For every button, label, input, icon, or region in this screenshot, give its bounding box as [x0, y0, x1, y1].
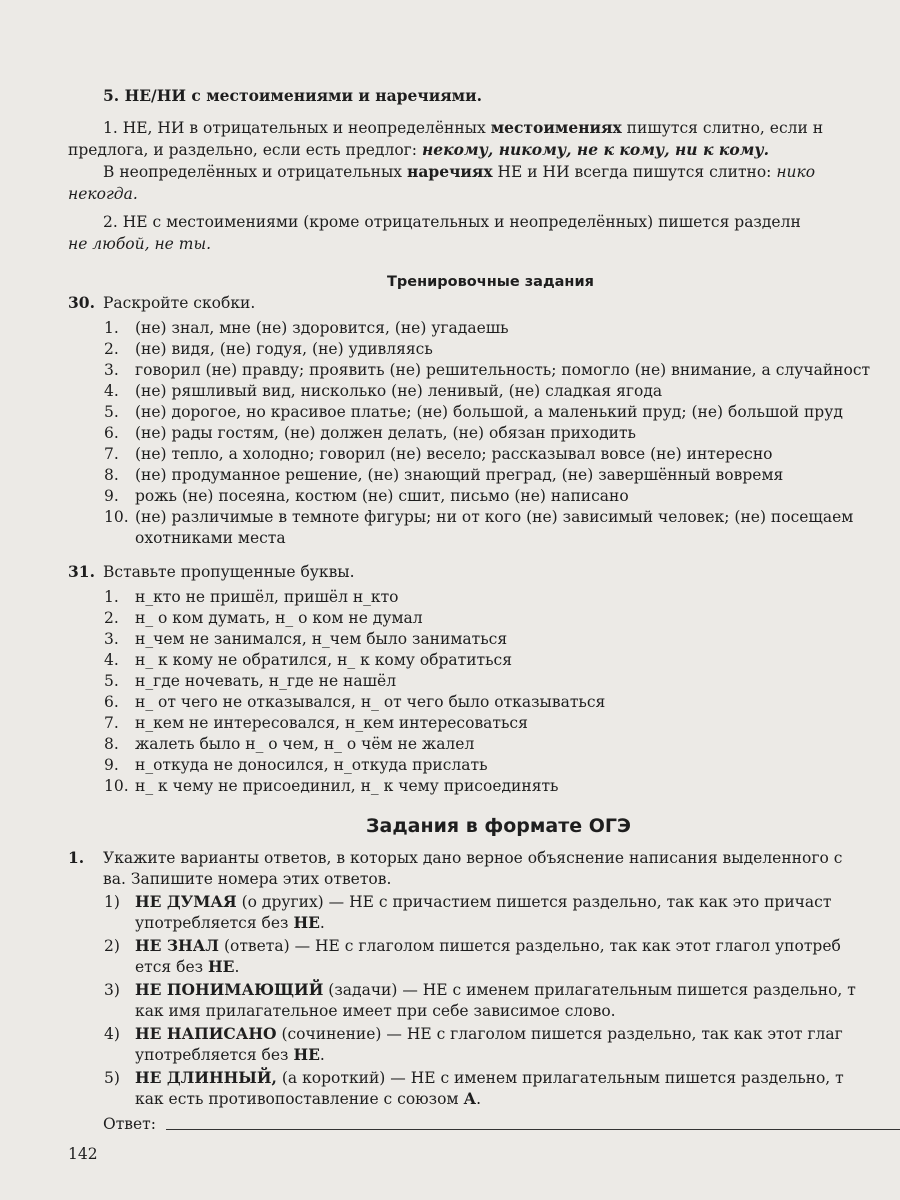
rule-1-line-1: 1. НЕ, НИ в отрицательных и неопределённых местоимениях пишутся слитно, если н [103, 118, 824, 137]
list-item: (не) различимые в темноте фигуры; ни от кого (не) зависимый человек; (не) посещаем [135, 508, 854, 526]
list-item-continuation: охотниками места [135, 529, 286, 547]
option-line-1: НЕ НАПИСАНО (сочинение) — НЕ с глаголом пишется раздельно, так как этот глаг [135, 1024, 843, 1043]
option-line-2: употребляется без НЕ. [135, 913, 325, 932]
option-number: 1) [104, 893, 120, 911]
option-line-1: НЕ ДЛИННЫЙ, (а короткий) — НЕ с именем прилагательным пишется раздельно, т [135, 1068, 844, 1087]
list-item-number: 2. [104, 609, 119, 627]
list-item: н_ о ком думать, н_ о ком не думал [135, 609, 423, 627]
list-item: (не) рады гостям, (не) должен делать, (не) обязан приходить [135, 424, 636, 442]
list-item-number: 3. [104, 630, 119, 648]
list-item-number: 5. [104, 403, 119, 421]
list-item-number: 8. [104, 735, 119, 753]
list-item: н_чем не занимался, н_чем было заниматься [135, 630, 508, 648]
list-item: н_ к чему не присоединил, н_ к чему присоединять [135, 777, 559, 795]
list-item-number: 9. [104, 756, 119, 774]
list-item-number: 7. [104, 714, 119, 732]
list-item: рожь (не) посеяна, костюм (не) сшит, письмо (не) написано [135, 487, 629, 505]
list-item: (не) продуманное решение, (не) знающий преград, (не) завершённый вовремя [135, 466, 784, 484]
task-31-number: 31. [68, 562, 95, 581]
list-item-number: 6. [104, 693, 119, 711]
list-item: н_ к кому не обратился, н_ к кому обратиться [135, 651, 513, 669]
option-line-1: НЕ ЗНАЛ (ответа) — НЕ с глаголом пишется раздельно, так как этот глагол употреб [135, 936, 841, 955]
option-number: 2) [104, 937, 120, 955]
list-item: н_кто не пришёл, пришёл н_кто [135, 588, 399, 606]
list-item-number: 8. [104, 466, 119, 484]
option-line-2: как имя прилагательное имеет при себе зависимое слово. [135, 1002, 616, 1020]
list-item-number: 6. [104, 424, 119, 442]
oge-task-line-2: ва. Запишите номера этих ответов. [103, 870, 392, 888]
list-item: (не) тепло, а холодно; говорил (не) весело; рассказывал вовсе (не) интересно [135, 445, 773, 463]
list-item: (не) видя, (не) годуя, (не) удивляясь [135, 340, 433, 358]
list-item: говорил (не) правду; проявить (не) решительность; помогло (не) внимание, а случайност [135, 361, 871, 379]
list-item-number: 4. [104, 651, 119, 669]
list-item: (не) дорогое, но красивое платье; (не) большой, а маленький пруд; (не) большой пруд [135, 403, 843, 421]
option-number: 5) [104, 1069, 120, 1087]
option-line-2: употребляется без НЕ. [135, 1045, 325, 1064]
oge-task-number: 1. [68, 848, 85, 867]
option-number: 4) [104, 1025, 120, 1043]
task-30-title: Раскройте скобки. [103, 294, 256, 312]
list-item-number: 4. [104, 382, 119, 400]
section-title: 5. НЕ/НИ с местоимениями и наречиями. [103, 86, 483, 105]
rule-adverbs-line-2: некогда. [68, 185, 138, 203]
list-item: (не) ряшливый вид, нисколько (не) ленивый, (не) сладкая ягода [135, 382, 663, 400]
option-line-1: НЕ ДУМАЯ (о других) — НЕ с причастием пишется раздельно, так как это причаст [135, 892, 832, 911]
training-heading: Тренировочные задания [387, 274, 594, 290]
task-30-number: 30. [68, 293, 95, 312]
list-item-number: 10. [104, 777, 129, 795]
list-item-number: 1. [104, 588, 119, 606]
oge-heading: Задания в формате ОГЭ [366, 815, 631, 837]
oge-task-line-1: Укажите варианты ответов, в которых дано верное объяснение написания выделенного с [103, 849, 843, 867]
list-item: н_где ночевать, н_где не нашёл [135, 672, 397, 690]
rule-2-line-1: 2. НЕ с местоимениями (кроме отрицательных и неопределённых) пишется разделн [103, 213, 801, 231]
list-item-number: 3. [104, 361, 119, 379]
option-line-2: как есть противопоставление с союзом А. [135, 1089, 481, 1108]
option-line-2: ется без НЕ. [135, 957, 240, 976]
rule-adverbs-line-1: В неопределённых и отрицательных наречиях НЕ и НИ всегда пишутся слитно: нико [103, 162, 816, 181]
list-item: жалеть было н_ о чем, н_ о чём не жалел [135, 735, 475, 753]
answer-label: Ответ: [103, 1115, 156, 1133]
list-item: (не) знал, мне (не) здоровится, (не) угадаешь [135, 319, 509, 337]
option-line-1: НЕ ПОНИМАЮЩИЙ (задачи) — НЕ с именем прилагательным пишется раздельно, т [135, 980, 856, 999]
rule-1-line-2: предлога, и раздельно, если есть предлог: некому, никому, не к кому, ни к кому. [68, 140, 770, 159]
list-item-number: 1. [104, 319, 119, 337]
answer-line[interactable] [166, 1129, 900, 1130]
list-item-number: 9. [104, 487, 119, 505]
page-number: 142 [68, 1145, 98, 1163]
list-item-number: 5. [104, 672, 119, 690]
option-number: 3) [104, 981, 120, 999]
task-31-title: Вставьте пропущенные буквы. [103, 563, 355, 581]
list-item: н_ от чего не отказывался, н_ от чего было отказываться [135, 693, 606, 711]
list-item: н_кем не интересовался, н_кем интересоваться [135, 714, 528, 732]
list-item-number: 2. [104, 340, 119, 358]
list-item-number: 7. [104, 445, 119, 463]
list-item-number: 10. [104, 508, 129, 526]
rule-2-line-2: не любой, не ты. [68, 235, 212, 253]
list-item: н_откуда не доносился, н_откуда прислать [135, 756, 488, 774]
